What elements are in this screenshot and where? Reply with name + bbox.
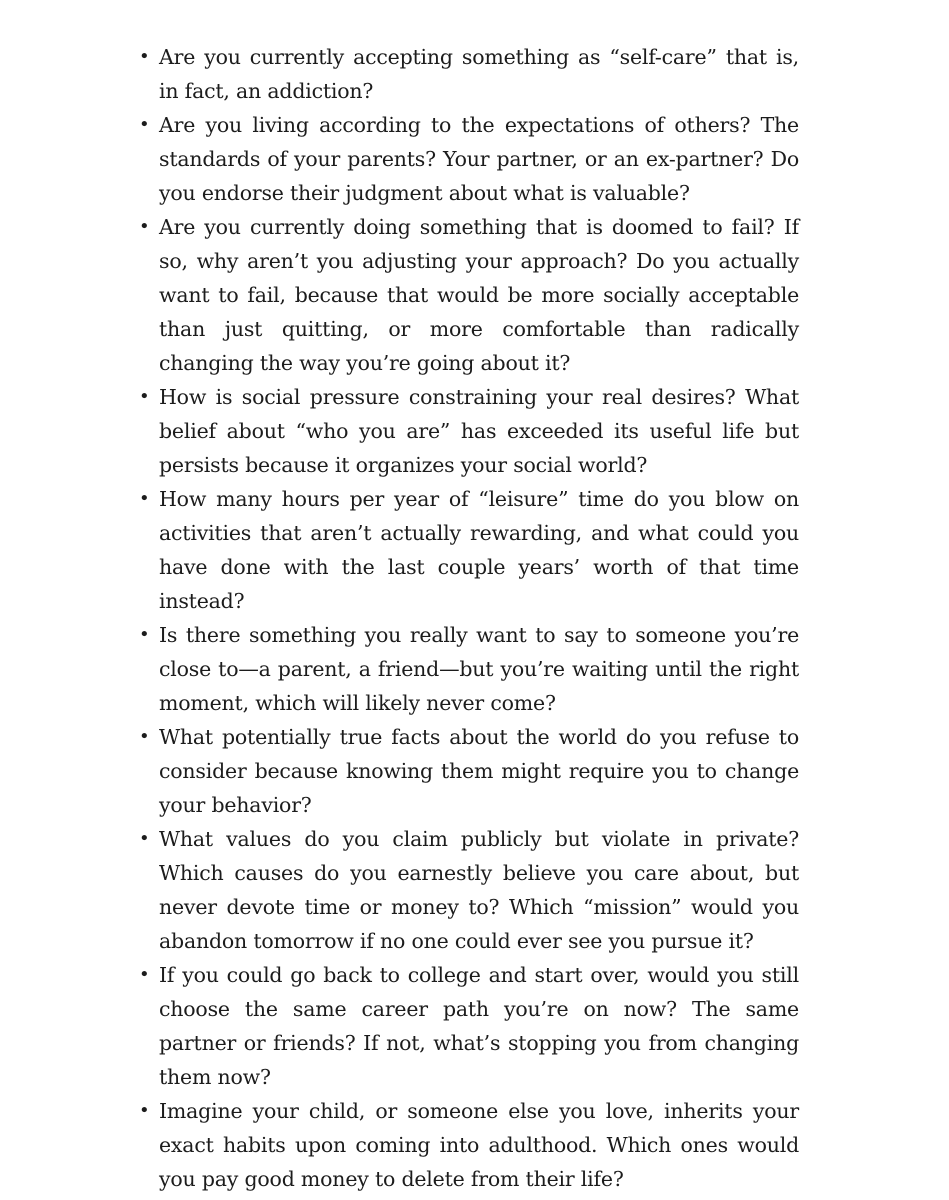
bullet-icon: •: [139, 624, 150, 645]
bullet-icon: •: [139, 964, 150, 985]
list-item: [139, 482, 799, 618]
list-item-text: Imagine your child, or someone else you love, inherits your exact habits upon coming into adulthood. Which ones would you pay good money to delete from their life?: [159, 1099, 799, 1191]
bullet-icon: •: [139, 488, 150, 509]
list-item: [139, 1094, 799, 1196]
list-item-text: If you could go back to college and start over, would you still choose the same career path you’re on now? The same partner or friends? If not, what’s stopping you from changing them now?: [159, 963, 799, 1089]
list-item: [139, 958, 799, 1094]
list-item-text: Are you currently doing something that is doomed to fail? If so, why aren’t you adjusting your approach? Do you actually want to fail, because that would be more socially acceptable than just quitting, or more comfortable than radically changing the way you’re going about it?: [159, 215, 799, 375]
list-item: [139, 380, 799, 482]
bullet-icon: •: [139, 216, 150, 237]
list-item: [139, 108, 799, 210]
list-item-text: Is there something you really want to say to someone you’re close to—a parent, a friend—but you’re waiting until the right moment, which will likely never come?: [159, 623, 799, 715]
list-item-text: How many hours per year of “leisure” time do you blow on activities that aren’t actually rewarding, and what could you have done with the last couple years’ worth of that time instead?: [159, 487, 799, 613]
bullet-icon: •: [139, 1100, 150, 1121]
list-item: [139, 822, 799, 958]
list-item: [139, 210, 799, 380]
bullet-icon: •: [139, 46, 150, 67]
list-item-text: What values do you claim publicly but violate in private? Which causes do you earnestly believe you care about, but never devote time or money to? Which “mission” would you abandon tomorrow if no one could ever see you pursue it?: [159, 827, 799, 953]
list-item: [139, 720, 799, 822]
list-item-text: How is social pressure constraining your real desires? What belief about “who you are” has exceeded its useful life but persists because it organizes your social world?: [159, 385, 799, 477]
bullet-icon: •: [139, 726, 150, 747]
list-item: [139, 618, 799, 720]
bullet-icon: •: [139, 828, 150, 849]
list-item-text: Are you living according to the expectations of others? The standards of your parents? Your partner, or an ex-partner? Do you endorse their judgment about what is valuable?: [159, 113, 799, 205]
list-item: [139, 40, 799, 108]
list-item-text: What potentially true facts about the world do you refuse to consider because knowing them might require you to change your behavior?: [159, 725, 799, 817]
question-list: [139, 40, 799, 1196]
bullet-icon: •: [139, 114, 150, 135]
bullet-icon: •: [139, 386, 150, 407]
list-item-text: Are you currently accepting something as “self-care” that is, in fact, an addiction?: [159, 45, 799, 103]
